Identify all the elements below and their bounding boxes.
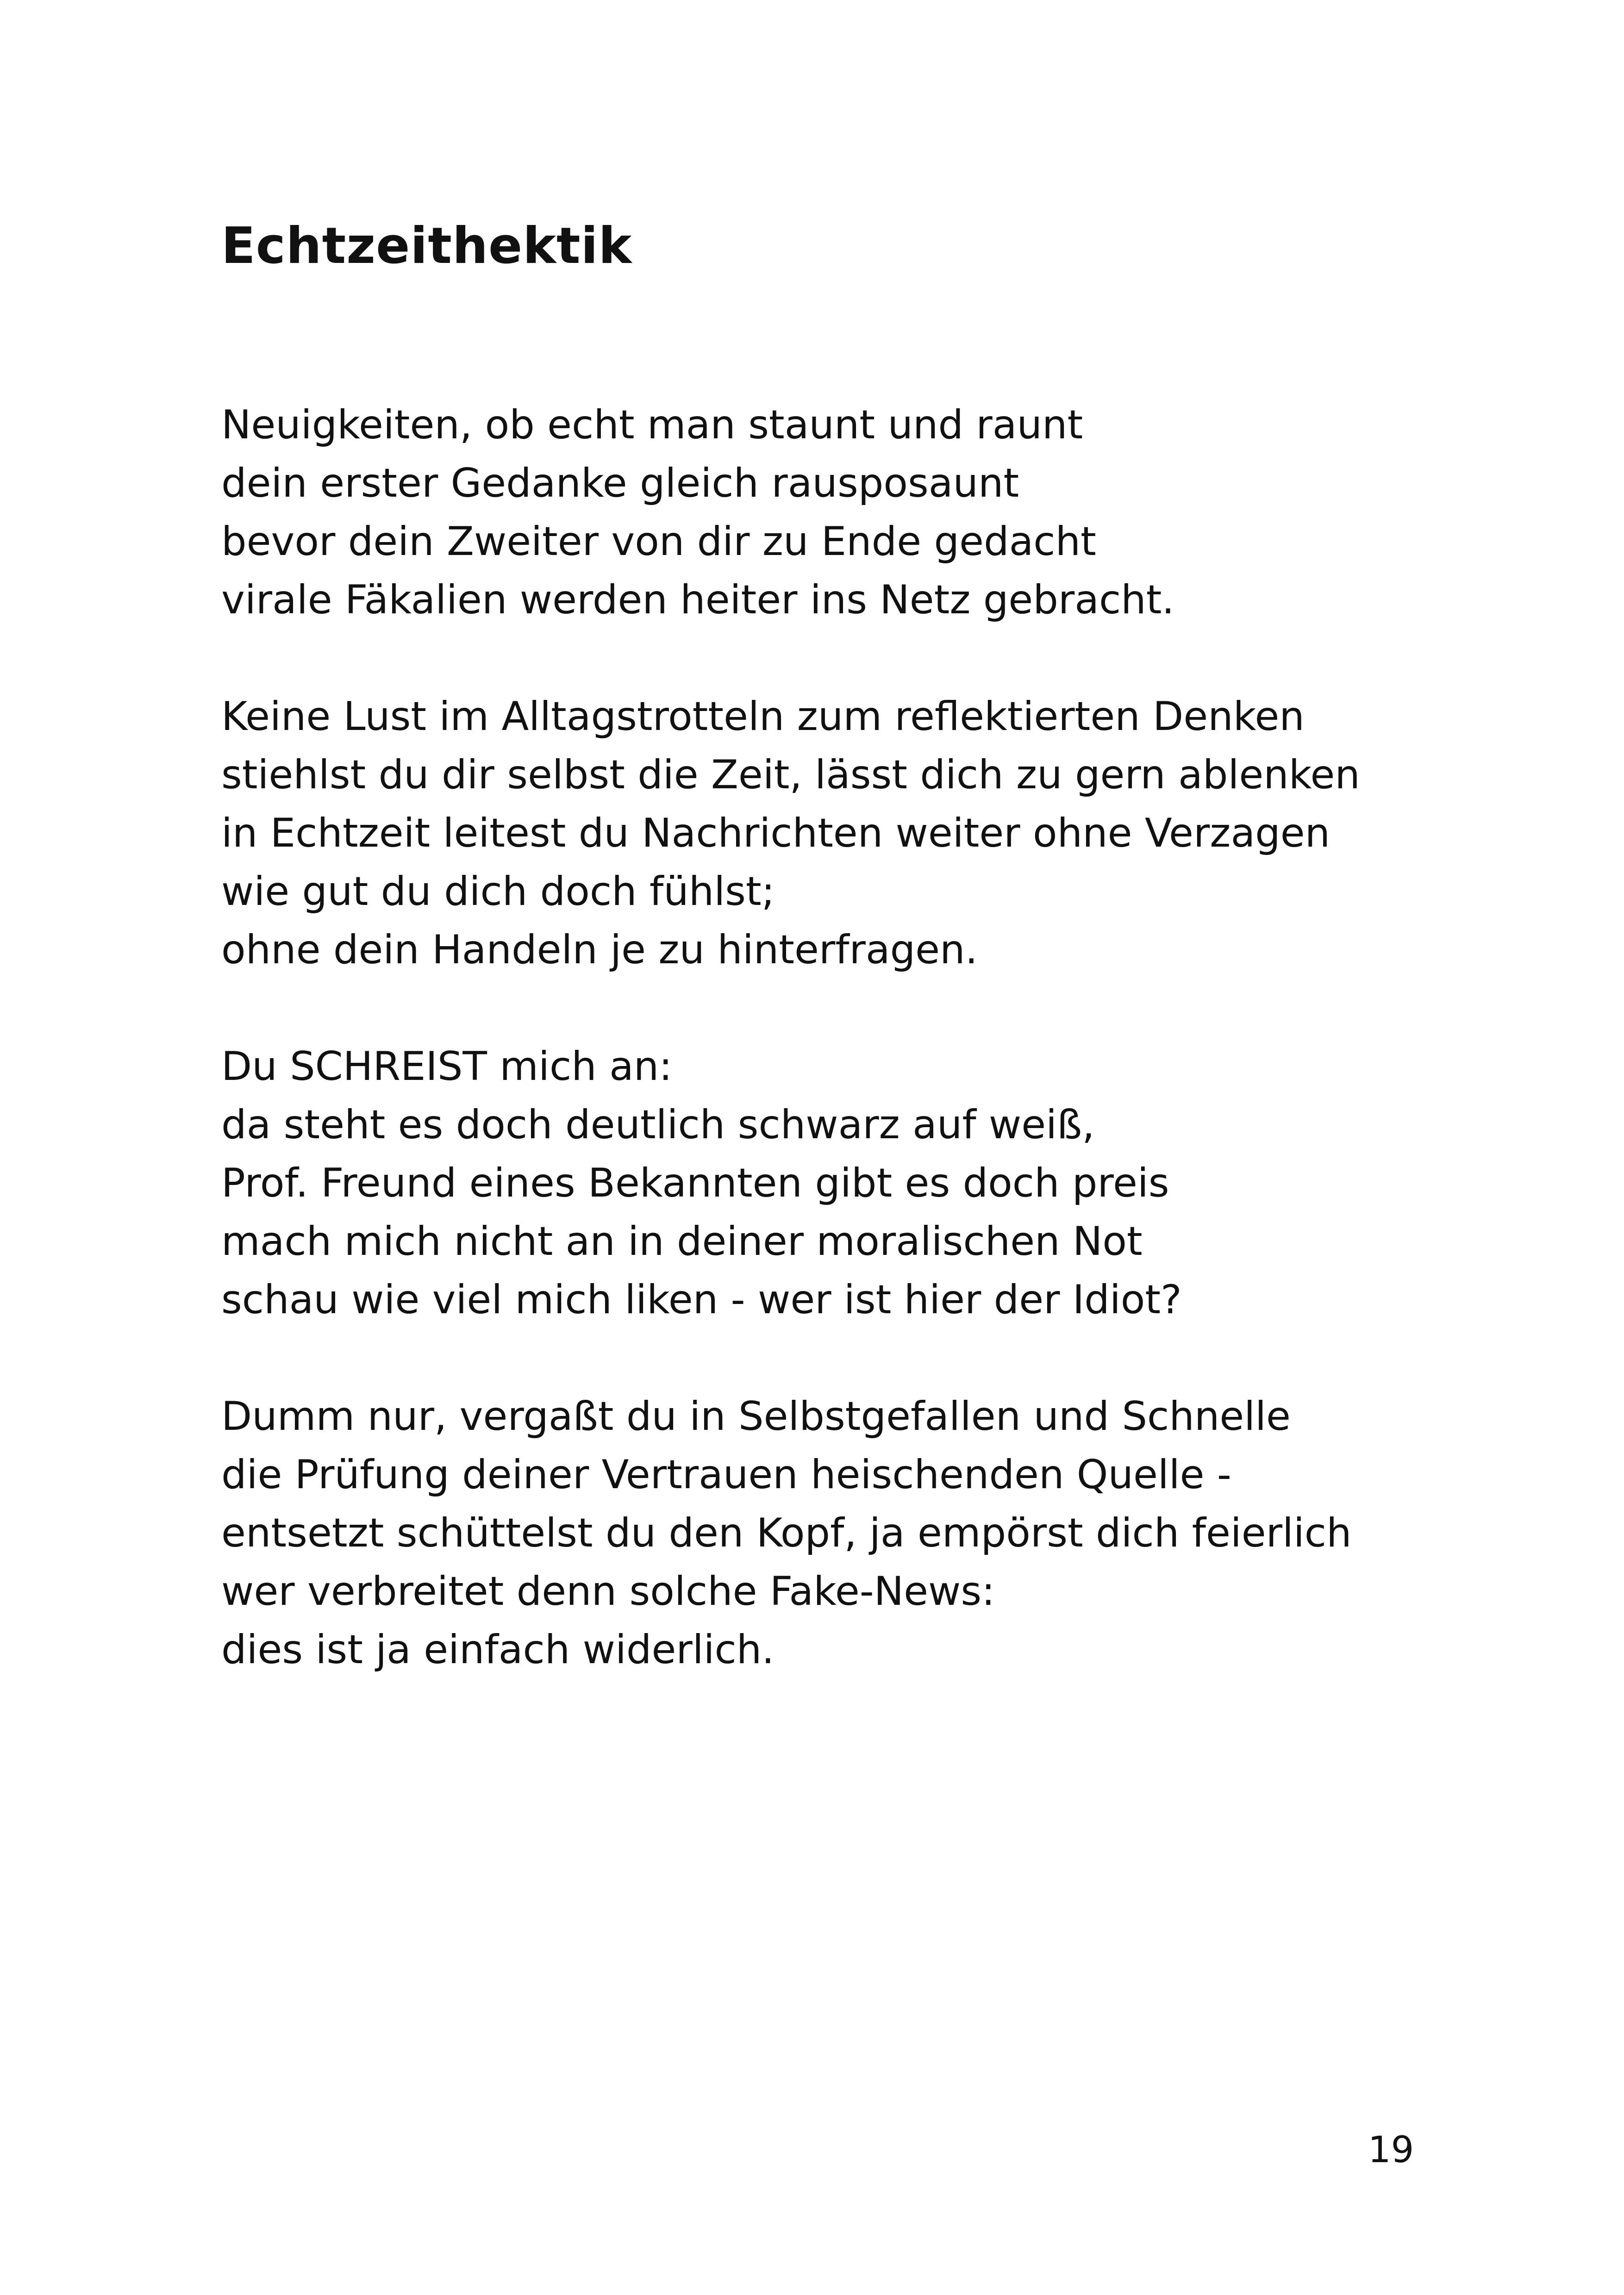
poem-line: entsetzt schüttelst du den Kopf, ja empörst dich feierlich: [221, 1510, 1352, 1556]
poem-line: bevor dein Zweiter von dir zu Ende gedacht: [221, 518, 1096, 565]
poem-title: Echtzeithektik: [221, 217, 632, 275]
poem-line: wie gut du dich doch fühlst;: [221, 868, 775, 915]
poem-body: [221, 396, 1471, 1737]
poem-line: dein erster Gedanke gleich rausposaunt: [221, 460, 1019, 506]
poem-line: wer verbreitet denn solche Fake-News:: [221, 1568, 995, 1615]
poem-line: Du SCHREIST mich an:: [221, 1043, 673, 1090]
poem-line: virale Fäkalien werden heiter ins Netz gebracht.: [221, 577, 1174, 623]
poem-line: schau wie viel mich liken - wer ist hier der Idiot?: [221, 1277, 1182, 1323]
stanza-3: [221, 1037, 1471, 1329]
poem-line: in Echtzeit leitest du Nachrichten weiter ohne Verzagen: [221, 810, 1330, 856]
poem-line: da steht es doch deutlich schwarz auf weiß,: [221, 1102, 1095, 1148]
poem-line: stiehlst du dir selbst die Zeit, lässt dich zu gern ablenken: [221, 752, 1360, 798]
poem-line: ohne dein Handeln je zu hinterfragen.: [221, 927, 978, 973]
stanza-4: [221, 1387, 1471, 1679]
poem-line: Prof. Freund eines Bekannten gibt es doch preis: [221, 1160, 1169, 1206]
poem-line: Keine Lust im Alltagstrotteln zum reflektierten Denken: [221, 693, 1305, 740]
stanza-2: [221, 687, 1471, 979]
poem-line: die Prüfung deiner Vertrauen heischenden Quelle -: [221, 1452, 1231, 1498]
poem-line: dies ist ja einfach widerlich.: [221, 1627, 775, 1673]
poem-line: Neuigkeiten, ob echt man staunt und raunt: [221, 402, 1083, 448]
poem-line: Dumm nur, vergaßt du in Selbstgefallen und Schnelle: [221, 1393, 1291, 1440]
poem-line: mach mich nicht an in deiner moralischen Not: [221, 1218, 1143, 1265]
stanza-1: [221, 396, 1471, 629]
page-number: 19: [1368, 2129, 1414, 2171]
